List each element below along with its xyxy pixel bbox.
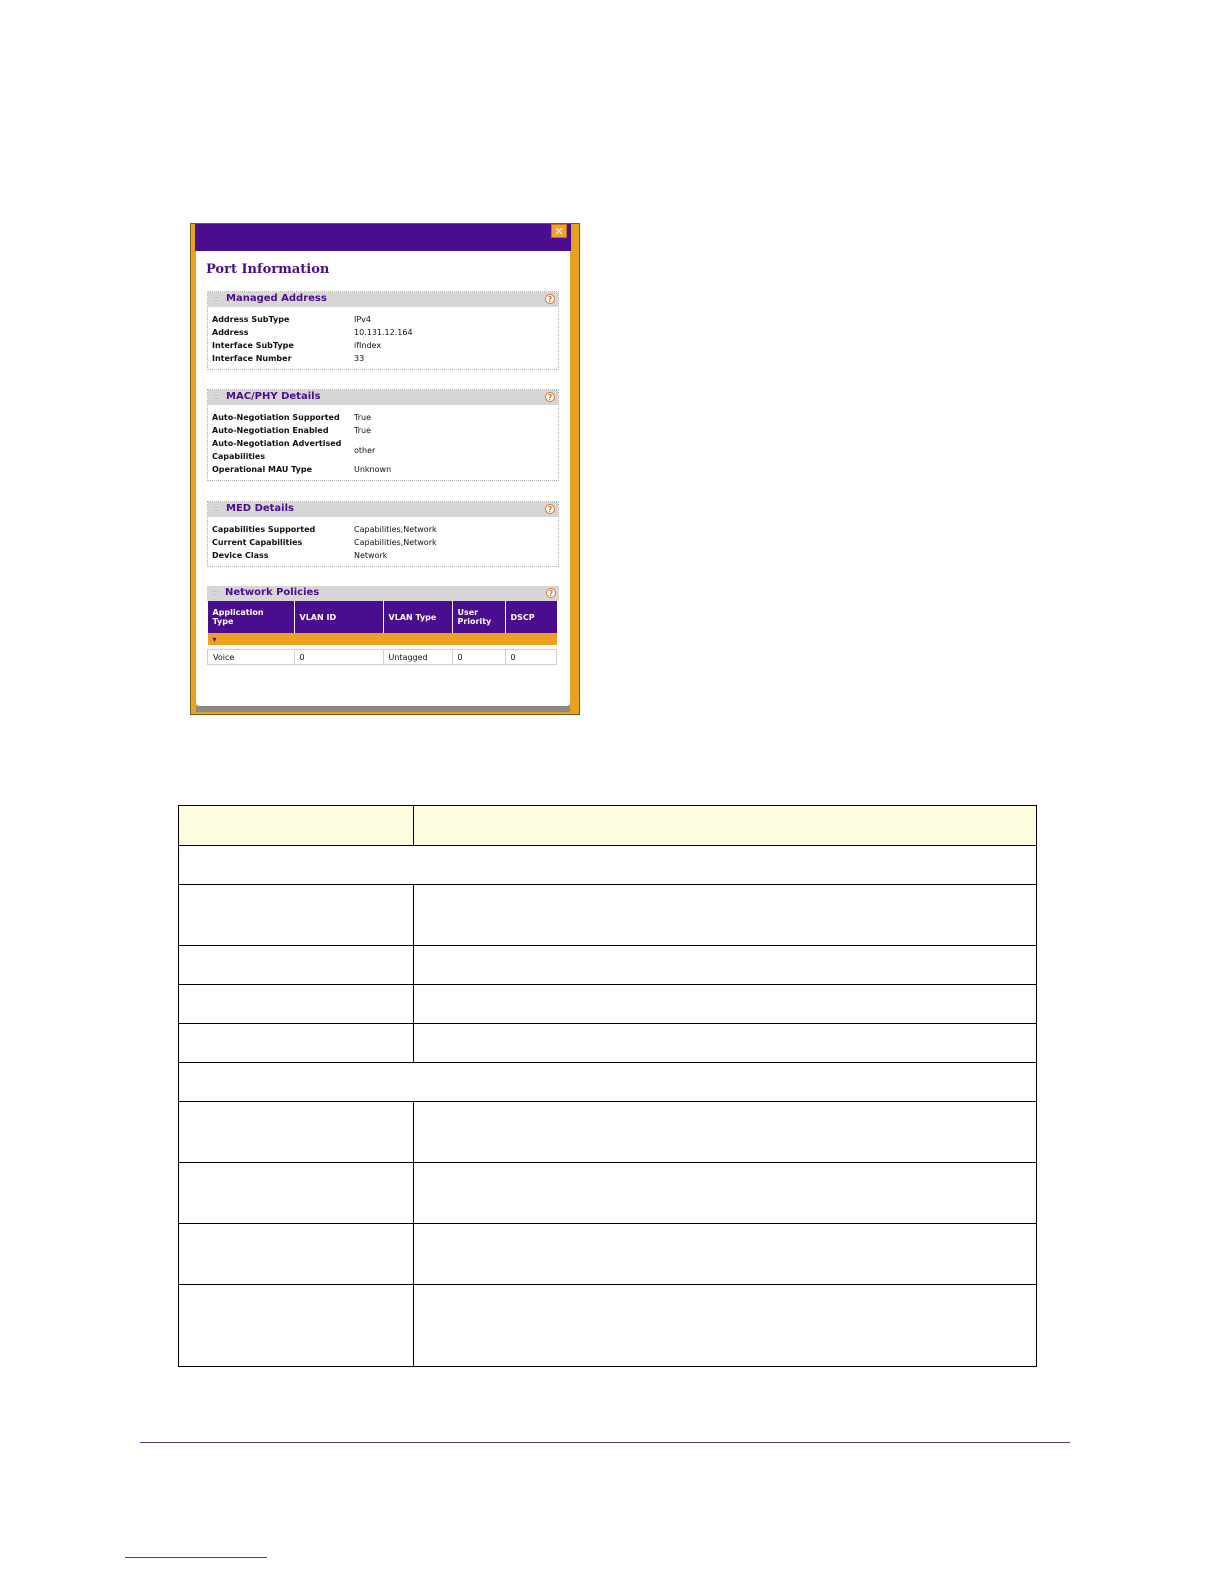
page-title: Port Information <box>206 262 330 277</box>
help-icon[interactable]: ? <box>545 504 555 514</box>
section-title: Network Policies <box>225 587 320 598</box>
table-row <box>179 985 1037 1024</box>
header-cell <box>179 806 414 846</box>
field-value: Network <box>354 551 388 560</box>
field-label: Capabilities <box>212 452 266 461</box>
table-row <box>179 1024 1037 1063</box>
table-header-row <box>179 806 1037 846</box>
field-label: Auto-Negotiation Enabled <box>212 426 329 435</box>
section-header <box>208 390 558 405</box>
cell-application-type: Voice <box>208 650 295 665</box>
window-body <box>196 251 570 706</box>
field-value: IPv4 <box>354 315 372 324</box>
table-row <box>179 1102 1037 1163</box>
table-row <box>179 946 1037 985</box>
field-value: Capabilities,Network <box>354 525 437 534</box>
grip-icon: :: <box>213 294 219 303</box>
column-header-application-type[interactable] <box>208 601 295 633</box>
column-header-user-priority[interactable] <box>452 601 505 633</box>
field-label: Address <box>212 328 249 337</box>
table-row[interactable] <box>208 650 557 665</box>
cell-user-priority: 0 <box>452 650 505 665</box>
cell-dscp: 0 <box>505 650 557 665</box>
cell-vlan-id: 0 <box>294 650 383 665</box>
section-title: MED Details <box>226 503 294 514</box>
column-header-vlan-id[interactable] <box>294 601 383 633</box>
header-line: User <box>457 608 479 617</box>
port-information-window <box>190 223 580 715</box>
section-row <box>179 1063 1037 1102</box>
header-line: VLAN ID <box>299 612 337 622</box>
network-policies-table <box>207 601 557 665</box>
field-label: Capabilities Supported <box>212 525 316 534</box>
field-label: Interface Number <box>212 354 292 363</box>
column-header-dscp[interactable] <box>505 601 557 633</box>
field-label: Interface SubType <box>212 341 294 350</box>
help-icon[interactable]: ? <box>545 392 555 402</box>
header-line: Priority <box>457 617 492 626</box>
cell-vlan-type: Untagged <box>383 650 452 665</box>
grip-icon: :: <box>213 392 219 401</box>
mac-phy-section <box>207 389 559 481</box>
header-cell <box>414 806 1037 846</box>
managed-address-section <box>207 291 559 370</box>
help-icon[interactable]: ? <box>545 294 555 304</box>
field-label: Address SubType <box>212 315 290 324</box>
section-header <box>208 502 558 517</box>
header-line: VLAN Type <box>388 612 437 622</box>
table-row <box>179 1224 1037 1285</box>
help-icon[interactable]: ? <box>546 588 556 598</box>
section-title: MAC/PHY Details <box>226 391 321 402</box>
field-label: Auto-Negotiation Advertised <box>212 439 342 448</box>
header-line: DSCP <box>510 612 535 622</box>
window-titlebar <box>195 224 571 251</box>
header-line: Application <box>212 608 264 617</box>
med-details-section <box>207 501 559 567</box>
table-row <box>179 1285 1037 1367</box>
field-description-table <box>178 805 1037 1367</box>
table-row <box>179 885 1037 946</box>
field-value: True <box>354 426 371 435</box>
section-header <box>208 292 558 307</box>
section-title: Managed Address <box>226 293 327 304</box>
close-icon[interactable]: ✕ <box>551 224 567 238</box>
field-label: Current Capabilities <box>212 538 303 547</box>
footer-divider <box>140 1442 1070 1443</box>
chevron-down-icon[interactable]: ▾ <box>212 634 217 644</box>
field-value: 33 <box>354 354 365 363</box>
section-row <box>179 846 1037 885</box>
field-value: ifIndex <box>354 341 382 350</box>
network-policies-section <box>207 586 559 670</box>
table-header-row <box>208 601 557 633</box>
field-label: Operational MAU Type <box>212 465 313 474</box>
field-value: 10.131.12.164 <box>354 328 413 337</box>
field-label: Auto-Negotiation Supported <box>212 413 340 422</box>
footer-link-underline[interactable] <box>125 1557 267 1558</box>
expand-row[interactable] <box>208 633 557 645</box>
table-row <box>179 1163 1037 1224</box>
field-value: Capabilities,Network <box>354 538 437 547</box>
field-value: other <box>354 446 376 455</box>
grip-icon: :: <box>213 504 219 513</box>
column-header-vlan-type[interactable] <box>383 601 452 633</box>
field-label: Device Class <box>212 551 269 560</box>
section-header <box>207 586 559 601</box>
grip-icon: :: <box>212 588 218 597</box>
header-line: Type <box>212 617 234 626</box>
field-value: True <box>354 413 371 422</box>
field-value: Unknown <box>354 465 392 474</box>
window-bottombar <box>196 706 570 712</box>
